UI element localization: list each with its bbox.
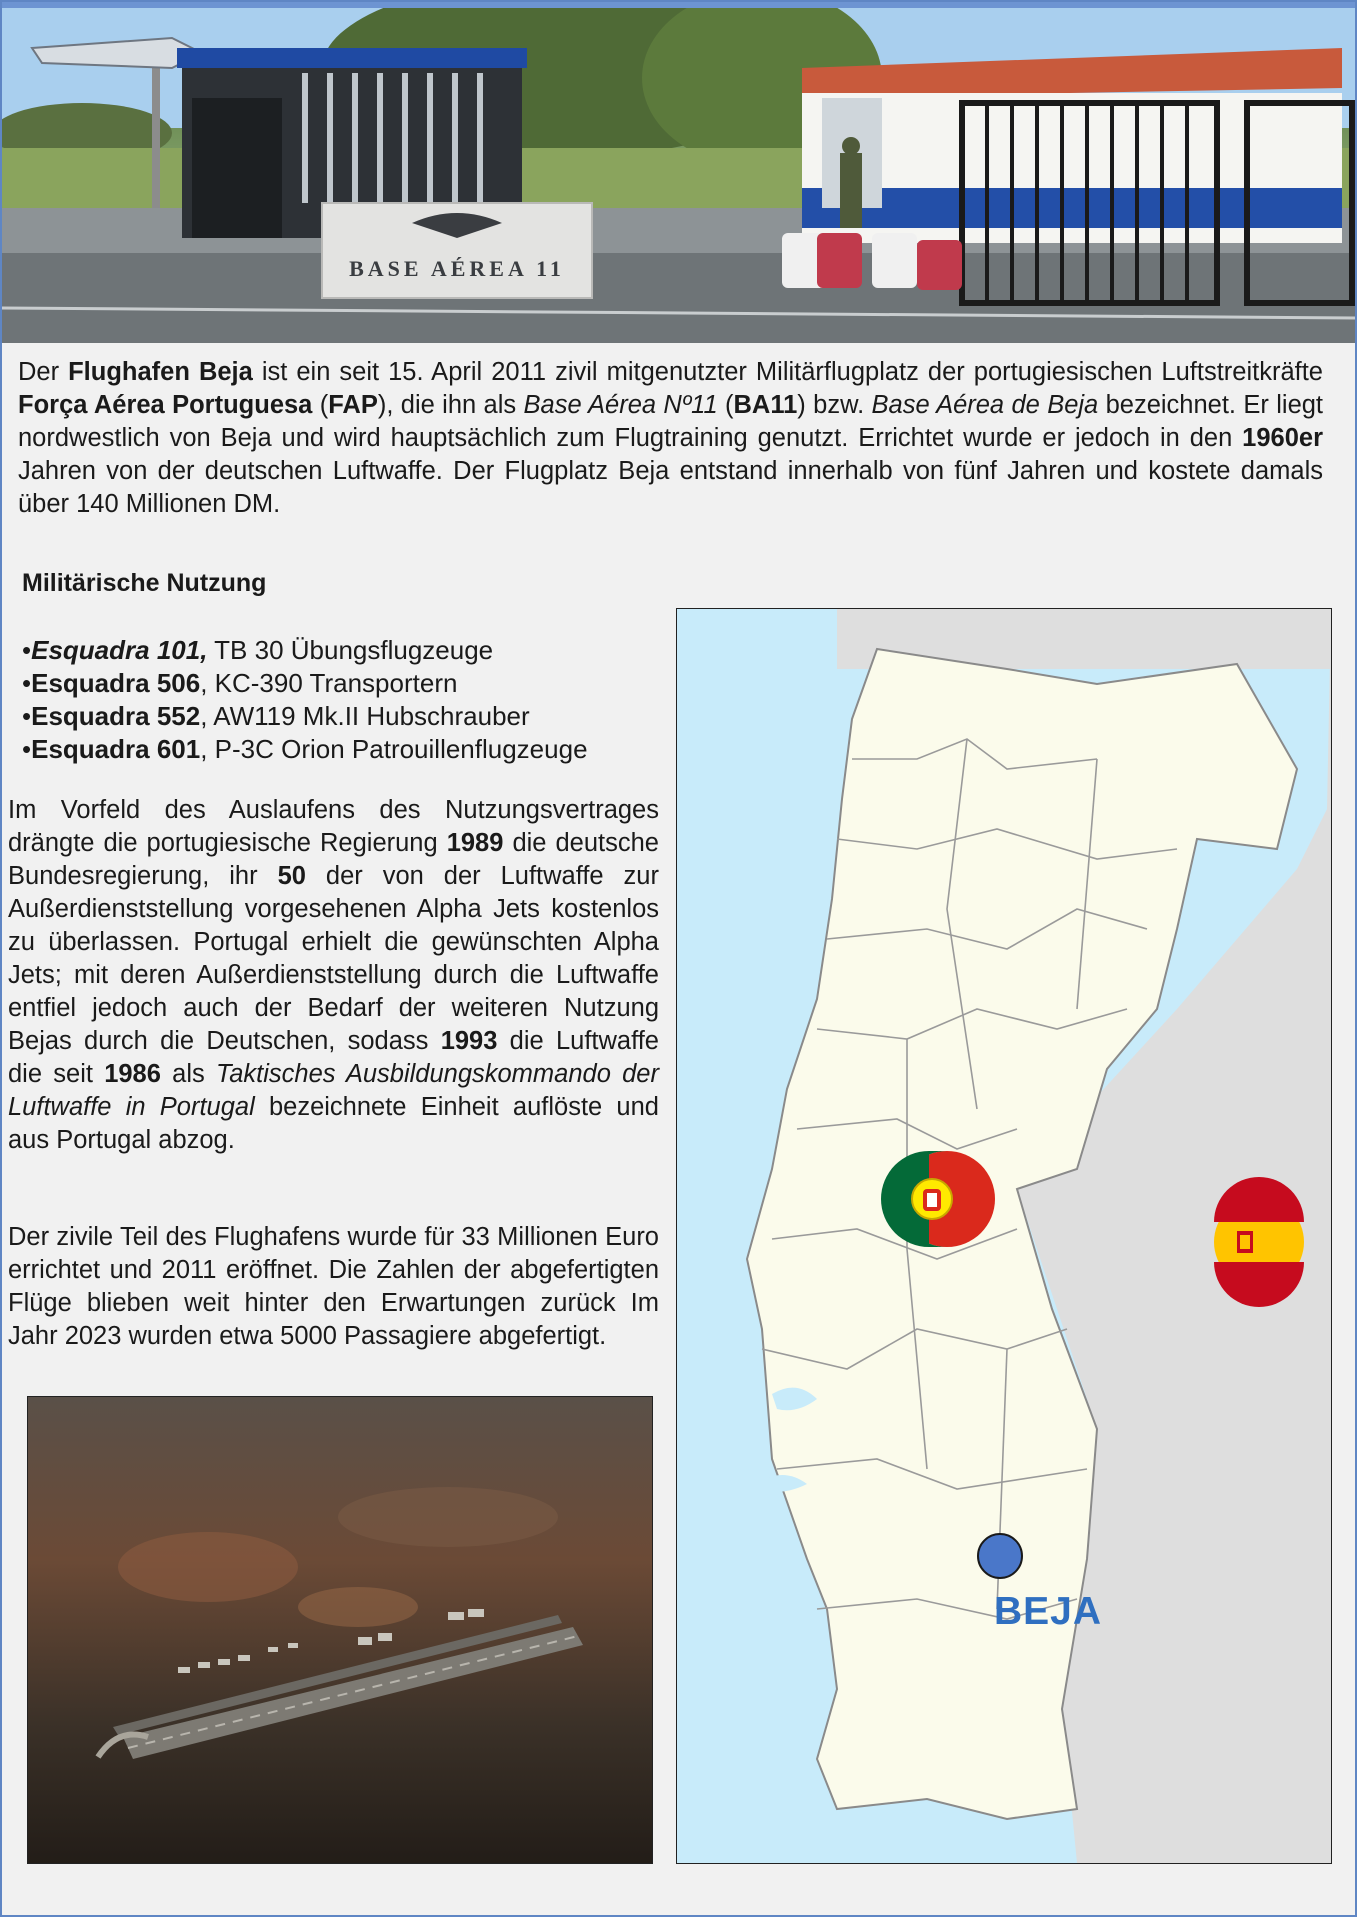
paragraph-text: als [160, 1060, 216, 1088]
paragraph-text: der von der Luftwaffe zur Außerdienststellung vorgesehenen Alpha Jets kostenlos zu überlassen. Portugal erhielt die gewünschten Alpha Jets; mit deren Außerdienststellung durch die Luftwaffe entfiel jedoch auch der Bedarf der weiteren Nutzung Bejas durch die Deutschen, sodass [8, 862, 659, 1055]
hero-illustration [2, 8, 1355, 343]
list-item: •Esquadra 552, AW119 Mk.II Hubschrauber [22, 701, 530, 731]
paragraph-text: bezeichnete Einheit auflöste und aus Portugal abzog. [8, 1093, 659, 1154]
squadron-name: Esquadra 101, [31, 635, 208, 665]
squadron-desc: TB 30 Übungsflugzeuge [207, 635, 494, 665]
number-50: 50 [277, 862, 306, 890]
spain-flag-icon [1214, 1177, 1304, 1307]
squadron-desc: , AW119 Mk.II Hubschrauber [200, 701, 530, 731]
portugal-map [676, 608, 1332, 1864]
hero-sign-text: BASE AÉREA 11 [349, 256, 565, 281]
year-1986: 1986 [104, 1060, 161, 1088]
map-city-label: BEJA [994, 1590, 1103, 1633]
year-1993: 1993 [440, 1027, 498, 1055]
aerial-photo-airfield [27, 1396, 653, 1864]
decade: 1960er [1242, 424, 1323, 452]
intro-text: ( [312, 391, 329, 419]
intro-text: ), die ihn als [377, 391, 524, 419]
section-heading-military: Militärische Nutzung [22, 569, 267, 597]
civil-paragraph: Der zivile Teil des Flughafens wurde für 33 Millionen Euro errichtet und 2011 eröffnet. Die Zahlen der abgefertigten Flüge blieben weit hinter den Erwartungen zurück Im Jahr 2023 wurden etwa 5000 Passagiere abgefertigt. [8, 1223, 659, 1350]
list-item: •Esquadra 101, TB 30 Übungsflugzeuge [22, 635, 494, 665]
base-name: Base Aérea Nº11 [523, 391, 718, 419]
intro-text: Jahren von der deutschen Luftwaffe. Der Flugplatz Beja entstand innerhalb von fünf Jahren und kostete damals über 140 Millionen DM. [18, 457, 1323, 518]
aerial-illustration [28, 1397, 652, 1863]
squadron-name: Esquadra 601 [31, 734, 201, 764]
intro-text: ist ein seit 15. April 2011 zivil mitgenutzter Militärflugplatz der portugiesischen Luftstreitkräfte [252, 358, 1323, 386]
squadron-name: Esquadra 552 [31, 701, 201, 731]
list-item: •Esquadra 601, P-3C Orion Patrouillenflugzeuge [22, 734, 588, 764]
year-1989: 1989 [446, 829, 504, 857]
unit-name: Taktisches Ausbildungskommando der Luftwaffe in Portugal [8, 1060, 659, 1121]
intro-paragraph [18, 356, 1323, 521]
air-force-name: Força Aérea Portuguesa [18, 391, 313, 419]
list-item: •Esquadra 506, KC-390 Transportern [22, 668, 458, 698]
intro-text: ) bzw. [797, 391, 872, 419]
squadron-desc: , KC-390 Transportern [200, 668, 458, 698]
paragraph-text: die deutsche Bundesregierung, ihr [8, 829, 659, 890]
paragraph-text: die Luftwaffe die seit [8, 1027, 659, 1088]
paragraph-text: Im Vorfeld des Auslaufens des Nutzungsvertrages drängte die portugiesische Regierung [8, 796, 659, 857]
ba11-abbr: BA11 [733, 391, 798, 419]
intro-text: bezeichnet. Er liegt nordwestlich von Beja und wird hauptsächlich zum Flugtraining genutzt. Errichtet wurde er jedoch in den [18, 391, 1324, 452]
airport-name: Flughafen Beja [68, 358, 253, 386]
intro-text: Der [18, 358, 69, 386]
squadron-name: Esquadra 506 [31, 668, 201, 698]
base-name-alt: Base Aérea de Beja [871, 391, 1099, 419]
map-illustration [677, 609, 1331, 1863]
beja-location-marker[interactable] [978, 1534, 1022, 1578]
squadron-desc: , P-3C Orion Patrouillenflugzeuge [200, 734, 588, 764]
portugal-flag-icon [881, 1151, 995, 1247]
squadron-list [22, 634, 588, 766]
intro-text: ( [717, 391, 734, 419]
history-paragraph [8, 794, 659, 1157]
fap-abbr: FAP [328, 391, 378, 419]
hero-photo-base-gate [2, 8, 1355, 343]
